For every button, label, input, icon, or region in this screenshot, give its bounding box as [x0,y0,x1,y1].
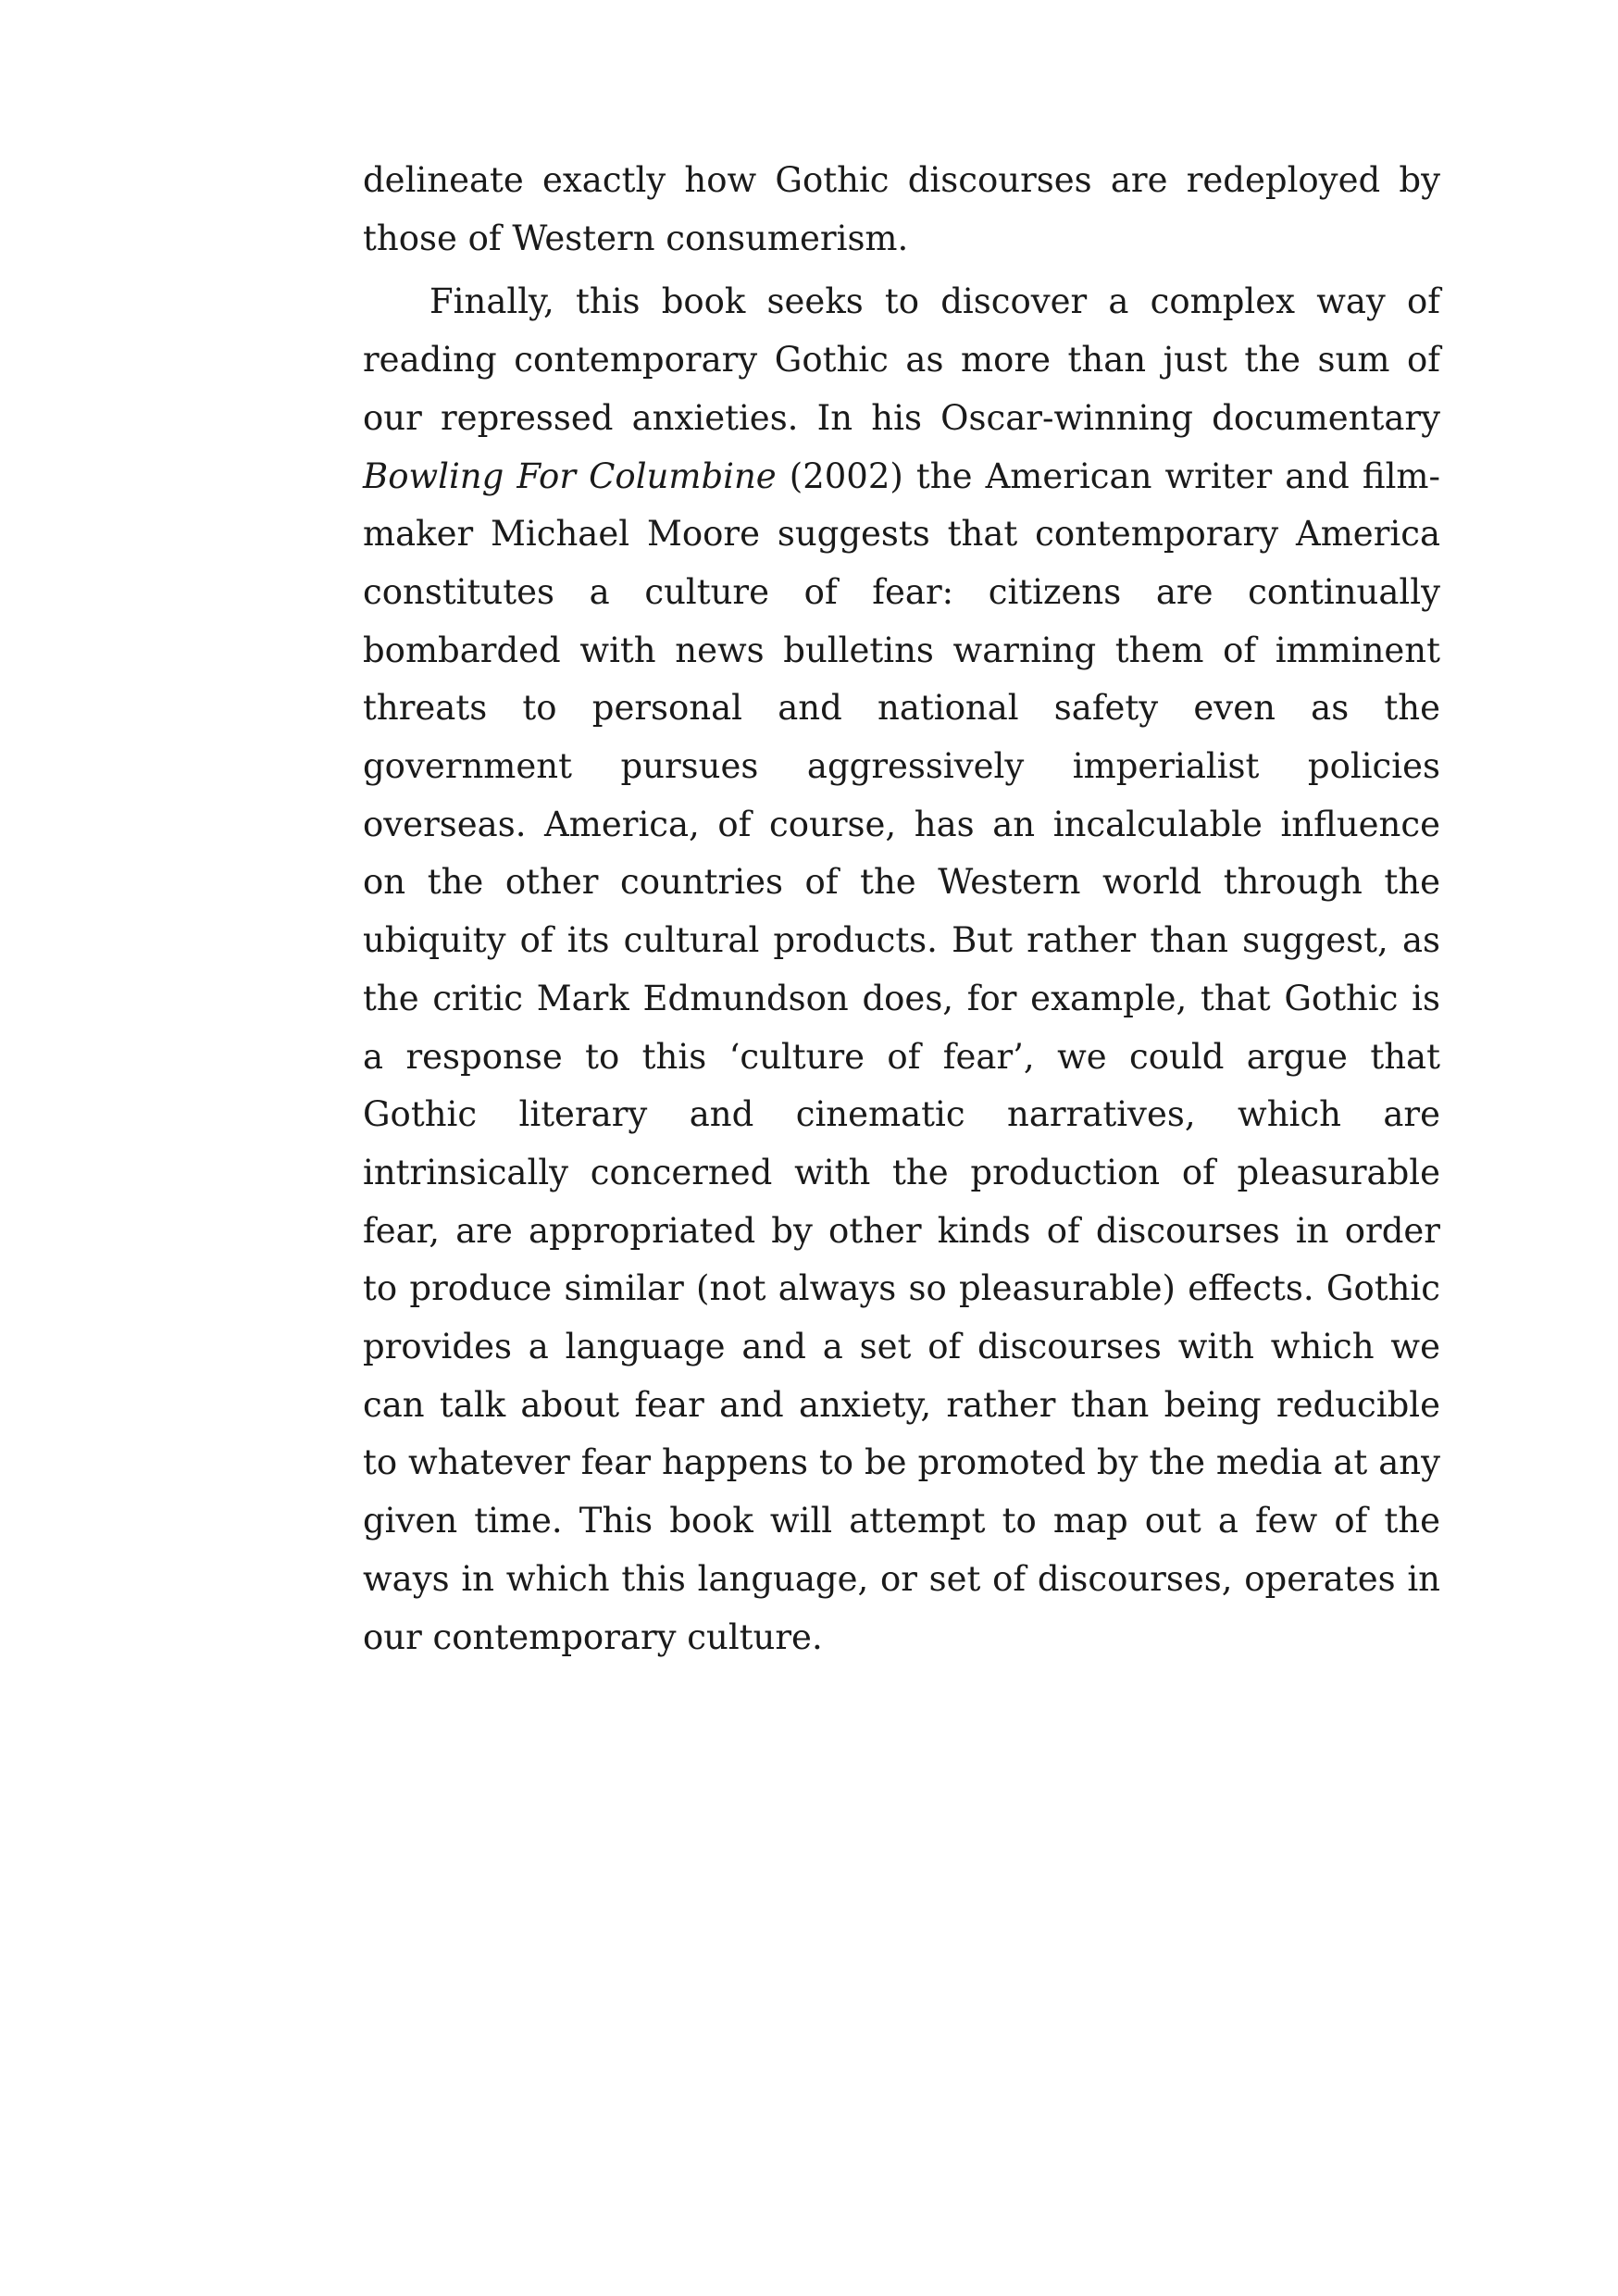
paragraph-continuation: delineate exactly how Gothic discourses are redeployed by those of Western consumerism. [363,160,1440,258]
paragraph-main-part-1: Finally, this book seeks to discover a complex way of reading contemporary Gothic as more than just the sum of our repressed anxieties. In his Oscar-winning documentary [363,281,1440,438]
body-text [363,152,1440,1666]
paragraph-main [363,273,1440,1666]
paragraph-main-part-2: (2002) the American writer and film-maker Michael Moore suggests that contemporary America constitutes a culture of fear: citizens are continually bombarded with news bulletins warning them of imminent threats to personal and national safety even as the government pursues aggressively imperialist policies overseas. America, of course, has an incalculable influence on the other countries of the Western world through the ubiquity of its cultural products. But rather than suggest, as the critic Mark Edmundson does, for example, that Gothic is a response to this ‘culture of fear’, we could argue that Gothic literary and cinematic narratives, which are intrinsically concerned with the production of pleasurable fear, are appropriated by other kinds of discourses in order to produce similar (not always so pleasurable) effects. Gothic provides a language and a set of discourses with which we can talk about fear and anxiety, rather than being reducible to whatever fear happens to be promoted by the media at any given time. This book will attempt to map out a few of the ways in which this language, or set of discourses, operates in our contemporary culture. [363,455,1440,1657]
film-title: Bowling For Columbine [363,455,777,496]
